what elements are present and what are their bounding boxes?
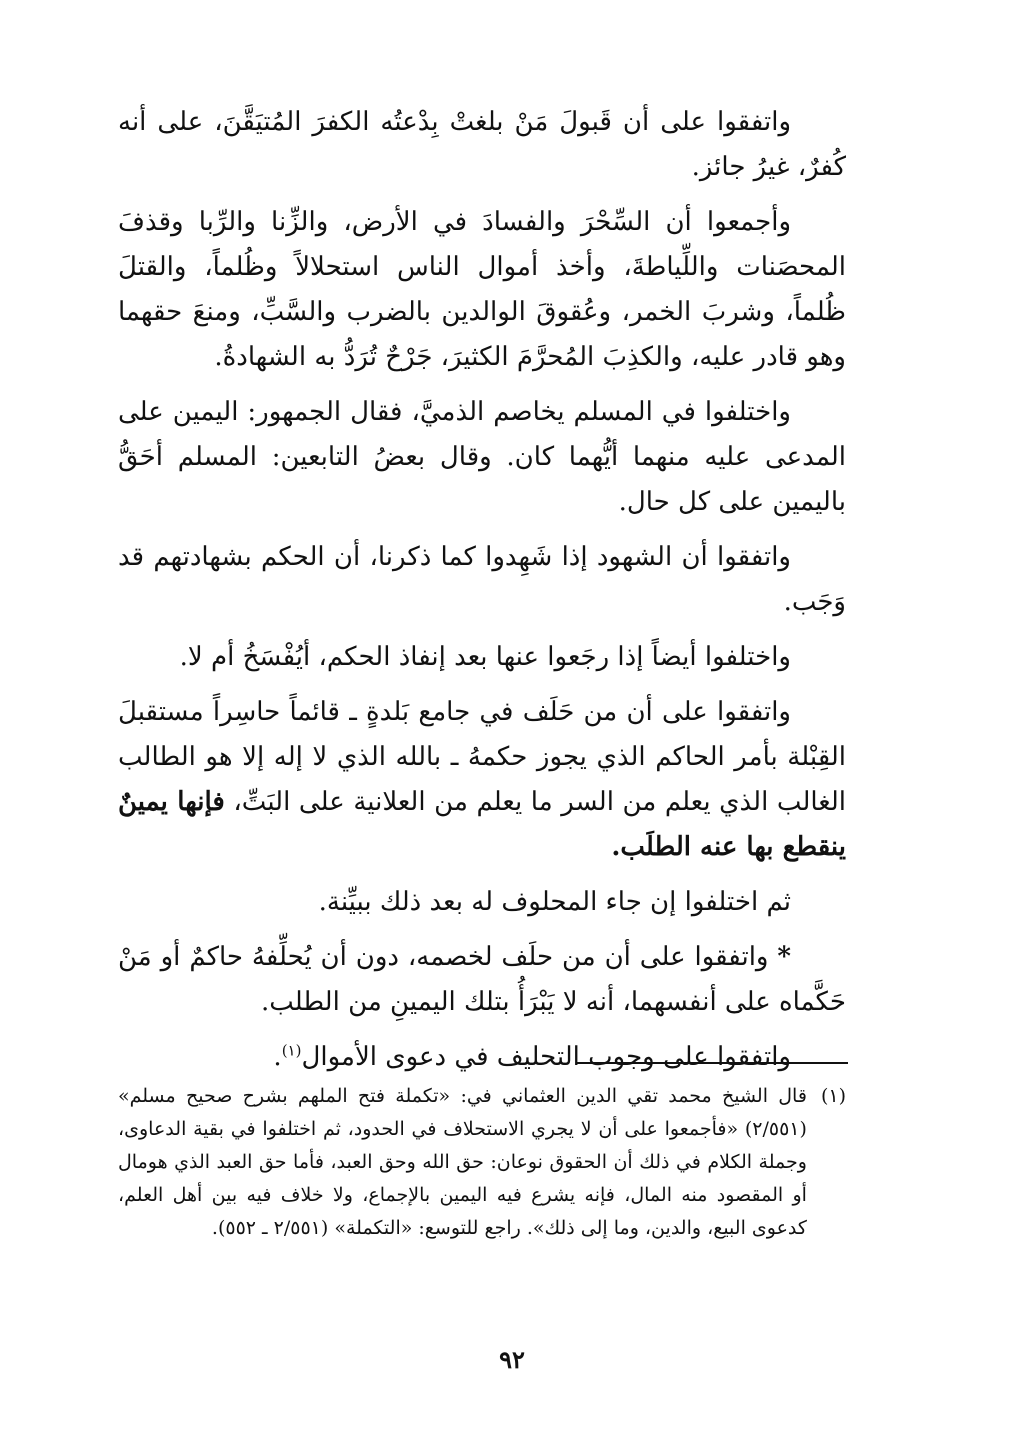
- footnote: [118, 1080, 846, 1245]
- footnote-divider: [576, 1062, 848, 1064]
- page-number: ٩٢: [499, 1345, 525, 1374]
- main-text: [118, 100, 846, 1090]
- paragraph-3: واختلفوا في المسلم يخاصم الذميَّ، فقال الجمهور: اليمين على المدعى عليه منهما أيُّهما كان. وقال بعضُ التابعين: المسلم أحَقُّ باليمين على كل حال.: [118, 397, 846, 517]
- paragraph-5: واختلفوا أيضاً إذا رجَعوا عنها بعد إنفاذ الحكم، أيُفْسَخُ أم لا.: [179, 642, 791, 672]
- footnote-reference[interactable]: (١): [281, 1041, 302, 1060]
- paragraph-1: واتفقوا على أن قَبولَ مَنْ بلغتْ بِدْعتُه الكفرَ المُتيَقَّنَ، على أنه كُفرٌ، غيرُ جائز.: [118, 107, 846, 182]
- star-icon: *: [777, 942, 791, 972]
- paragraph-bayyina: ثم اختلفوا إن جاء المحلوف له بعد ذلك ببيِّنة.: [318, 887, 791, 917]
- footnote-number: (١): [820, 1085, 846, 1107]
- footnote-text: قال الشيخ محمد تقي الدين العثماني في: «تكملة فتح الملهم بشرح صحيح مسلم» (٢/٥٥١) «فأجمعوا على أن لا يجري الاستحلاف في الحدود، ثم اختلفوا في بقية الدعاوى، وجملة الكلام في ذلك أن الحقوق نوعان: حق الله وحق العبد، فأما حق العبد الذي هومال أو المقصود منه المال، فإنه يشرع فيه اليمين بالإجماع، ولا خلاف فيه بين أهل العلم، كدعوى البيع، والدين، وما إلى ذلك». راجع للتوسع: «التكملة» (٢/٥٥١ ـ ٥٥٢).: [118, 1085, 807, 1239]
- oath-bold-text: فإنها يمينٌ ينقطع بها عنه الطلَب.: [118, 787, 846, 862]
- oath-text: واتفقوا على أن من حَلَف في جامع بَلدةٍ ـ قائماً حاسِراً مستقبلَ القِبْلة بأمر الحاكم الذي يجوز حكمهُ ـ بالله الذي لا إله إلا هو الطالب الغالب الذي يعلم من السر ما يعلم من العلانية على البَتِّ،: [118, 697, 846, 817]
- paragraph-4: واتفقوا أن الشهود إذا شَهِدوا كما ذكرنا، أن الحكم بشهادتهم قد وَجَب.: [118, 542, 846, 617]
- last-paragraph-end: .: [273, 1042, 282, 1072]
- star-paragraph-text: واتفقوا على أن من حلَف لخصمه، دون أن يُحلِّفهُ حاكمٌ أو مَنْ حَكَّماه على أنفسهما، أنه لا يَبْرَأُ بتلك اليمينِ من الطلب.: [118, 942, 846, 1017]
- paragraph-2: وأجمعوا أن السِّحْرَ والفسادَ في الأرض، والزِّنا والرِّبا وقذفَ المحصَنات واللِّياطةَ، وأخذ أموال الناس استحلالاً وظُلماً، والقتلَ ظُلماً، وشربَ الخمر، وعُقوقَ الوالدين بالضرب والسَّبِّ، ومنعَ حقهما وهو قادر عليه، والكذِبَ المُحرَّمَ الكثيرَ، جَرْحٌ تُرَدُّ به الشهادةُ.: [118, 207, 846, 372]
- paragraph-oath: [118, 690, 846, 870]
- last-paragraph-text: واتفقوا على وجوب التحليف في دعوى الأموال: [301, 1042, 791, 1072]
- paragraph-star: [118, 935, 846, 1025]
- paragraph-last: [118, 1035, 846, 1080]
